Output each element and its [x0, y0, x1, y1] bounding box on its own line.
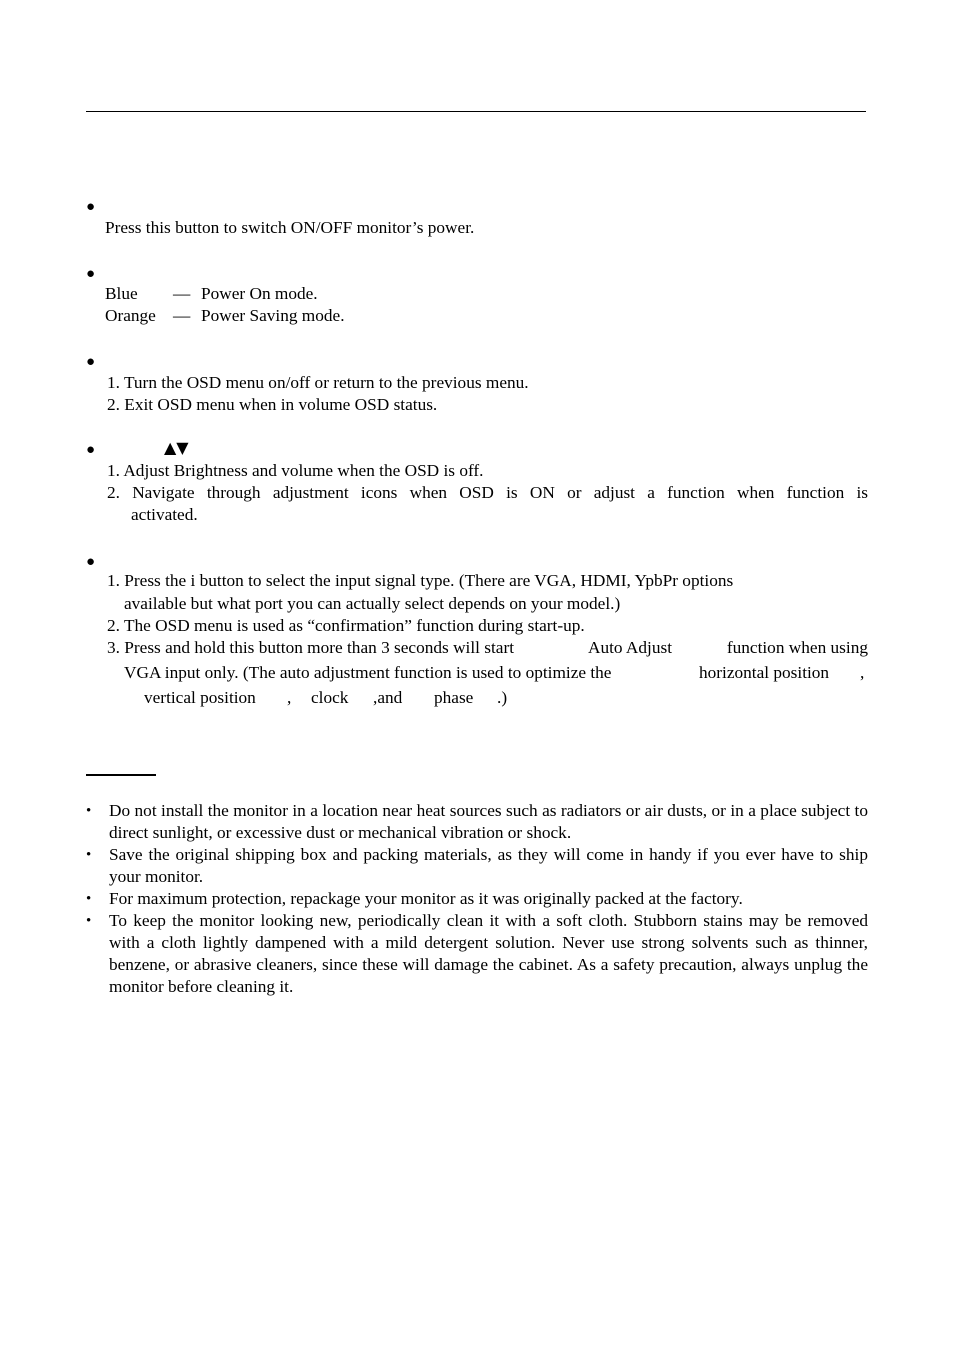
bullet: ●	[86, 199, 96, 215]
indicator-mode: Power On mode.	[201, 284, 318, 303]
input-item-3c: function when using	[726, 638, 868, 657]
input-item-3a: 3. Press and hold this button more than 3 seconds will start	[107, 638, 515, 657]
bullet: ●	[86, 266, 96, 282]
input-item: 1. Press the i button to select the input signal type. (There are VGA, HDMI, YpbPr options	[107, 571, 734, 590]
closing-text: .)	[497, 688, 508, 707]
header-rule	[86, 111, 866, 112]
bullet: •	[86, 847, 92, 863]
note-text: Do not install the monitor in a location near heat sources such as radiators or air dusts, or in a place subject to direct sunlight, or excessive dust or mechanical vibration or shock.	[109, 801, 868, 842]
power-button-description: Press this button to switch ON/OFF monitor’s power.	[105, 218, 475, 237]
bullet: ●	[86, 442, 96, 458]
vertical-position-label: vertical position	[144, 688, 256, 707]
horizontal-position-label: horizontal position	[699, 663, 830, 682]
auto-adjust-label: Auto Adjust	[588, 638, 673, 657]
indicator-color: Blue	[105, 284, 138, 303]
input-item-continued: available but what port you can actually select depends on your model.)	[124, 594, 621, 613]
bullet: ●	[86, 354, 96, 370]
and-text: ,and	[373, 688, 403, 707]
note-text: For maximum protection, repackage your monitor as it was originally packed at the factory.	[109, 889, 743, 908]
arrows-item-continued: activated.	[131, 505, 198, 524]
bullet: •	[86, 891, 92, 907]
phase-label: phase	[434, 688, 474, 707]
indicator-row	[105, 305, 345, 327]
list-item	[86, 800, 868, 844]
indicator-dash: —	[173, 306, 191, 325]
section-rule	[86, 774, 156, 776]
note-text: To keep the monitor looking new, periodically clean it with a soft cloth. Stubborn stains may be removed with a cloth lightly dampened with a mild detergent solution. Never use strong solvents such as thinner, benzene, or abrasive cleaners, since these will damage the cabinet. As a safety precaution, always unplug the monitor before cleaning it.	[109, 911, 868, 996]
notes-list	[86, 800, 868, 998]
comma: ,	[860, 663, 865, 682]
indicator-color: Orange	[105, 306, 156, 325]
arrows-item: 2. Navigate through adjustment icons when OSD is ON or adjust a function when function is	[107, 483, 868, 502]
indicator-mode: Power Saving mode.	[201, 306, 345, 325]
bullet: •	[86, 803, 92, 819]
up-down-arrow-icon: ▲▼	[164, 438, 189, 457]
comma: ,	[287, 688, 292, 707]
input-item: 2. The OSD menu is used as “confirmation” function during start-up.	[107, 616, 585, 635]
list-item	[86, 888, 868, 910]
menu-item: 1. Turn the OSD menu on/off or return to the previous menu.	[107, 373, 529, 392]
list-item	[86, 844, 868, 888]
input-item-3-line2: VGA input only. (The auto adjustment function is used to optimize the	[124, 663, 612, 682]
clock-label: clock	[311, 688, 349, 707]
indicator-row	[105, 283, 318, 305]
list-item	[86, 910, 868, 998]
indicator-dash: —	[173, 284, 191, 303]
note-text: Save the original shipping box and packing materials, as they will come in handy if you ever have to ship your monitor.	[109, 845, 868, 886]
bullet: ●	[86, 554, 96, 570]
arrows-item: 1. Adjust Brightness and volume when the OSD is off.	[107, 461, 484, 480]
bullet: •	[86, 913, 92, 929]
menu-item: 2. Exit OSD menu when in volume OSD status.	[107, 395, 438, 414]
